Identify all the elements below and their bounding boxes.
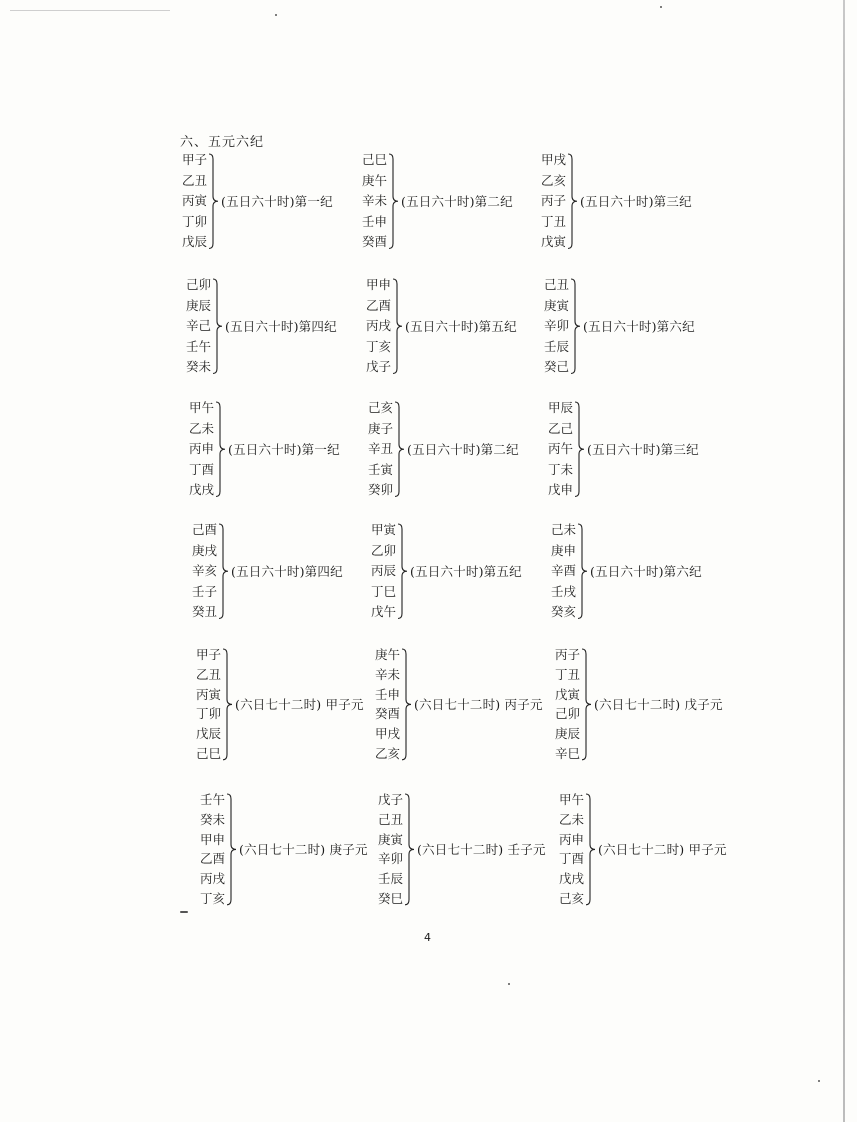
stem-branch-list xyxy=(362,150,387,253)
brace-icon xyxy=(212,275,224,378)
stem-branch-item: 壬辰 xyxy=(544,338,570,354)
stem-branch-item: 庚辰 xyxy=(555,726,581,742)
cycle-group xyxy=(362,150,513,253)
stem-branch-item: 己卯 xyxy=(555,706,581,722)
stem-branch-item: 丁丑 xyxy=(555,666,581,682)
stem-branch-item: 丙寅 xyxy=(196,686,222,702)
stem-branch-item: 丁酉 xyxy=(559,851,585,867)
cycle-label: (五日六十时)第四纪 xyxy=(225,319,337,335)
stem-branch-item: 戊寅 xyxy=(541,234,567,249)
stem-branch-item: 壬子 xyxy=(192,583,218,599)
cycle-group xyxy=(548,398,699,501)
stem-branch-item: 辛酉 xyxy=(551,563,577,578)
stem-branch-item: 戊子 xyxy=(378,792,404,807)
stem-branch-list xyxy=(200,790,225,909)
stem-branch-item: 己酉 xyxy=(192,522,218,537)
cycle-group xyxy=(378,790,546,909)
cycle-group xyxy=(366,275,517,378)
stem-branch-item: 甲申 xyxy=(366,277,392,292)
stem-branch-list xyxy=(544,275,569,378)
stem-branch-item: 乙亥 xyxy=(541,172,567,188)
stem-branch-item: 乙酉 xyxy=(366,297,392,313)
stem-branch-item: 庚辰 xyxy=(186,297,212,313)
stem-branch-item: 丁未 xyxy=(548,461,574,477)
stem-branch-item: 丙戌 xyxy=(366,318,392,333)
cycle-group xyxy=(186,275,337,378)
cycle-group xyxy=(200,790,368,909)
stem-branch-item: 丁卯 xyxy=(182,213,208,229)
cycle-group xyxy=(182,150,333,253)
cycle-label: (六日七十二时) 甲子元 xyxy=(598,842,727,858)
stem-branch-item: 己未 xyxy=(551,522,577,537)
cycle-label: (五日六十时)第一纪 xyxy=(221,194,333,210)
stem-branch-item: 乙未 xyxy=(189,420,215,436)
brace-icon xyxy=(388,150,400,253)
cycle-group xyxy=(541,150,692,253)
cycle-label: (五日六十时)第二纪 xyxy=(401,194,513,210)
stem-branch-item: 壬申 xyxy=(375,686,401,702)
stem-branch-item: 乙亥 xyxy=(375,745,401,761)
cycle-label: (六日七十二时) 丙子元 xyxy=(414,697,543,713)
brace-icon xyxy=(585,790,597,909)
cycle-group xyxy=(375,645,543,764)
stem-branch-item: 壬寅 xyxy=(368,461,394,477)
stem-branch-item: 癸卯 xyxy=(368,482,394,497)
brace-icon xyxy=(218,520,230,623)
brace-icon xyxy=(570,275,582,378)
stem-branch-item: 己丑 xyxy=(378,811,404,827)
cycle-group xyxy=(551,520,702,623)
stem-branch-item: 庚戌 xyxy=(192,542,218,558)
cycle-group xyxy=(368,398,519,501)
stem-branch-list xyxy=(555,645,580,764)
stem-branch-item: 戊辰 xyxy=(182,234,208,249)
stem-branch-item: 丁丑 xyxy=(541,213,567,229)
stem-branch-list xyxy=(378,790,403,909)
stem-branch-item: 戊申 xyxy=(548,482,574,497)
cycle-label: (五日六十时)第六纪 xyxy=(590,564,702,580)
stem-branch-item: 甲戌 xyxy=(375,726,401,742)
cycle-label: (六日七十二时) 壬子元 xyxy=(417,842,546,858)
stem-branch-item: 己亥 xyxy=(559,890,585,906)
stem-branch-item: 乙卯 xyxy=(371,542,397,558)
scan-top-line xyxy=(10,10,170,11)
stem-branch-item: 癸未 xyxy=(186,359,212,374)
scan-speck xyxy=(180,911,188,913)
brace-icon xyxy=(404,790,416,909)
stem-branch-item: 丙辰 xyxy=(371,563,397,578)
stem-branch-list xyxy=(192,520,217,623)
stem-branch-item: 壬戌 xyxy=(551,583,577,599)
cycle-label: (六日七十二时) 庚子元 xyxy=(239,842,368,858)
stem-branch-item: 戊辰 xyxy=(196,726,222,742)
stem-branch-item: 己丑 xyxy=(544,277,570,292)
stem-branch-list xyxy=(371,520,396,623)
stem-branch-list xyxy=(375,645,400,764)
cycle-group xyxy=(555,645,723,764)
brace-icon xyxy=(222,645,234,764)
cycle-label: (五日六十时)第三纪 xyxy=(587,442,699,458)
stem-branch-item: 戊午 xyxy=(371,604,397,619)
stem-branch-item: 癸酉 xyxy=(375,706,401,722)
stem-branch-item: 甲申 xyxy=(200,831,226,847)
cycle-label: (六日七十二时) 戊子元 xyxy=(594,697,723,713)
cycle-group xyxy=(371,520,522,623)
stem-branch-item: 甲子 xyxy=(182,152,208,167)
brace-icon xyxy=(574,398,586,501)
cycle-group xyxy=(196,645,364,764)
brace-icon xyxy=(226,790,238,909)
stem-branch-item: 辛卯 xyxy=(544,318,570,333)
stem-branch-item: 丙寅 xyxy=(182,193,208,208)
stem-branch-item: 丁巳 xyxy=(371,583,397,599)
stem-branch-item: 丁亥 xyxy=(200,890,226,906)
cycle-label: (五日六十时)第五纪 xyxy=(405,319,517,335)
brace-icon xyxy=(215,398,227,501)
stem-branch-item: 辛巳 xyxy=(555,745,581,761)
cycle-group xyxy=(544,275,695,378)
stem-branch-item: 戊戌 xyxy=(189,482,215,497)
stem-branch-list xyxy=(559,790,584,909)
stem-branch-item: 乙酉 xyxy=(200,851,226,867)
stem-branch-item: 庚申 xyxy=(551,542,577,558)
cycle-label: (五日六十时)第六纪 xyxy=(583,319,695,335)
stem-branch-item: 丙申 xyxy=(189,441,215,456)
stem-branch-list xyxy=(189,398,214,501)
stem-branch-item: 癸丑 xyxy=(192,604,218,619)
stem-branch-item: 乙丑 xyxy=(196,666,222,682)
stem-branch-item: 丙戌 xyxy=(200,871,226,887)
stem-branch-item: 辛丑 xyxy=(368,441,394,456)
brace-icon xyxy=(392,275,404,378)
stem-branch-item: 辛未 xyxy=(375,666,401,682)
cycle-label: (五日六十时)第二纪 xyxy=(407,442,519,458)
stem-branch-item: 癸亥 xyxy=(551,604,577,619)
stem-branch-item: 戊戌 xyxy=(559,871,585,887)
cycle-group xyxy=(559,790,727,909)
stem-branch-item: 癸己 xyxy=(544,359,570,374)
stem-branch-item: 壬午 xyxy=(186,338,212,354)
stem-branch-item: 庚午 xyxy=(362,172,388,188)
brace-icon xyxy=(581,645,593,764)
stem-branch-list xyxy=(186,275,211,378)
scan-speck xyxy=(275,14,277,16)
stem-branch-item: 乙己 xyxy=(548,420,574,436)
scan-speck xyxy=(508,983,510,985)
cycle-label: (五日六十时)第一纪 xyxy=(228,442,340,458)
stem-branch-list xyxy=(541,150,566,253)
stem-branch-item: 庚午 xyxy=(375,647,401,662)
stem-branch-list xyxy=(551,520,576,623)
brace-icon xyxy=(577,520,589,623)
stem-branch-item: 甲寅 xyxy=(371,522,397,537)
cycle-label: (五日六十时)第五纪 xyxy=(410,564,522,580)
brace-icon xyxy=(567,150,579,253)
stem-branch-list xyxy=(366,275,391,378)
stem-branch-item: 戊子 xyxy=(366,359,392,374)
stem-branch-item: 辛未 xyxy=(362,193,388,208)
stem-branch-item: 戊寅 xyxy=(555,686,581,702)
cycle-group xyxy=(189,398,340,501)
stem-branch-item: 丙午 xyxy=(548,441,574,456)
stem-branch-list xyxy=(182,150,207,253)
stem-branch-item: 甲子 xyxy=(196,647,222,662)
stem-branch-item: 乙未 xyxy=(559,811,585,827)
scan-speck xyxy=(660,6,662,8)
brace-icon xyxy=(394,398,406,501)
page-number: 4 xyxy=(424,931,431,944)
stem-branch-item: 丁卯 xyxy=(196,706,222,722)
stem-branch-list xyxy=(196,645,221,764)
stem-branch-item: 丁亥 xyxy=(366,338,392,354)
brace-icon xyxy=(401,645,413,764)
scan-edge-line xyxy=(843,0,845,1122)
stem-branch-list xyxy=(548,398,573,501)
cycle-label: (五日六十时)第四纪 xyxy=(231,564,343,580)
stem-branch-list xyxy=(368,398,393,501)
stem-branch-item: 甲午 xyxy=(189,400,215,415)
stem-branch-item: 丙子 xyxy=(555,647,581,662)
stem-branch-item: 癸巳 xyxy=(378,890,404,906)
stem-branch-item: 庚子 xyxy=(368,420,394,436)
stem-branch-item: 丁酉 xyxy=(189,461,215,477)
stem-branch-item: 己卯 xyxy=(186,277,212,292)
stem-branch-item: 丙子 xyxy=(541,193,567,208)
stem-branch-item: 癸未 xyxy=(200,811,226,827)
section-title: 六、五元六纪 xyxy=(180,135,265,150)
stem-branch-item: 癸酉 xyxy=(362,234,388,249)
brace-icon xyxy=(397,520,409,623)
stem-branch-item: 辛亥 xyxy=(192,563,218,578)
stem-branch-item: 庚寅 xyxy=(378,831,404,847)
stem-branch-item: 辛卯 xyxy=(378,851,404,867)
stem-branch-item: 丙申 xyxy=(559,831,585,847)
stem-branch-item: 辛己 xyxy=(186,318,212,333)
cycle-group xyxy=(192,520,343,623)
stem-branch-item: 甲戌 xyxy=(541,152,567,167)
stem-branch-item: 甲辰 xyxy=(548,400,574,415)
stem-branch-item: 庚寅 xyxy=(544,297,570,313)
stem-branch-item: 己亥 xyxy=(368,400,394,415)
cycle-label: (六日七十二时) 甲子元 xyxy=(235,697,364,713)
stem-branch-item: 壬申 xyxy=(362,213,388,229)
stem-branch-item: 壬午 xyxy=(200,792,226,807)
stem-branch-item: 乙丑 xyxy=(182,172,208,188)
stem-branch-item: 甲午 xyxy=(559,792,585,807)
stem-branch-item: 己巳 xyxy=(362,152,388,167)
brace-icon xyxy=(208,150,220,253)
stem-branch-item: 壬辰 xyxy=(378,871,404,887)
cycle-label: (五日六十时)第三纪 xyxy=(580,194,692,210)
stem-branch-item: 己巳 xyxy=(196,745,222,761)
scan-speck xyxy=(818,1080,820,1082)
